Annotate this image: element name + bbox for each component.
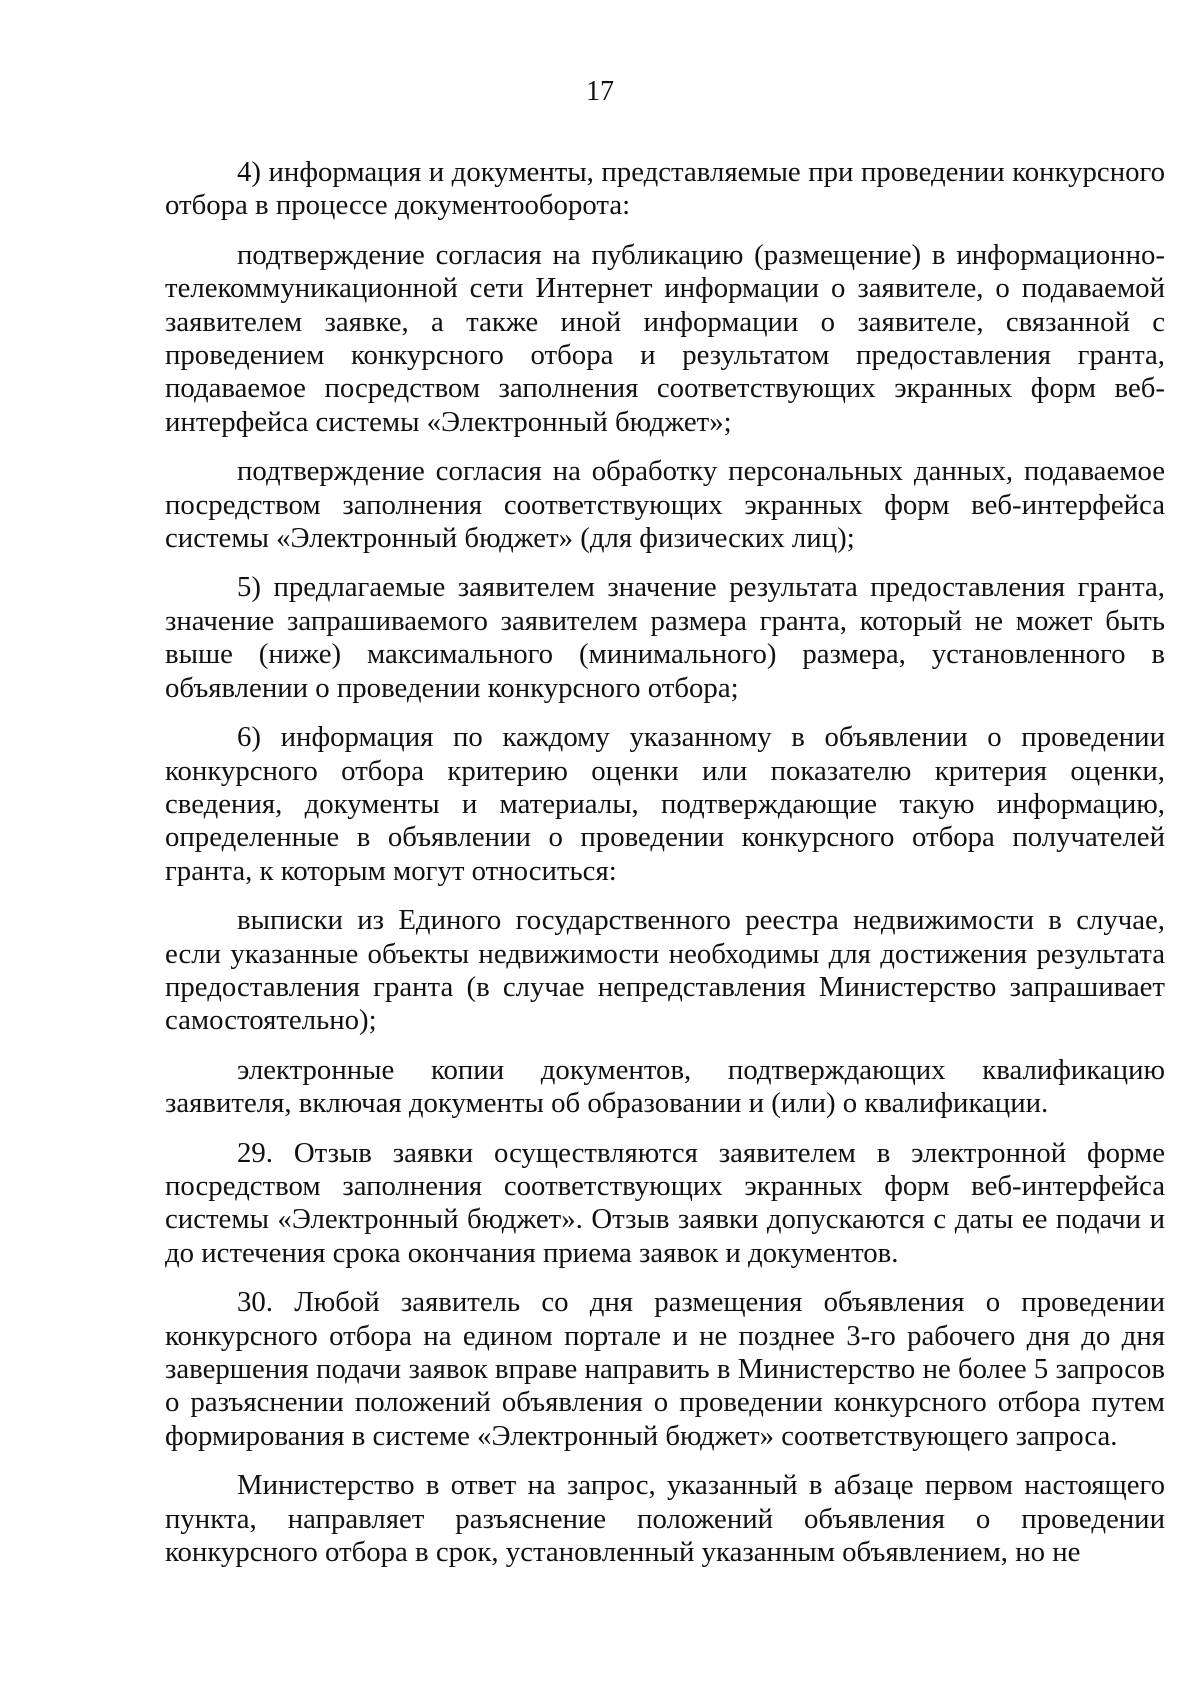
paragraph-section-30: 30. Любой заявитель со дня размещения объявления о проведении конкурсного отбора на едином портале и не позднее 3-го рабочего дня до дня завершения подачи заявок вправе направить в Министерство не более 5 запросов о разъяснении положений объявления о проведении конкурсного отбора путем формирования в системе «Электронный бюджет» соответствующего запроса. [165, 1286, 1165, 1452]
paragraph-ministry-response: Министерство в ответ на запрос, указанный в абзаце первом настоящего пункта, направляет разъяснение положений объявления о проведении конкурсного отбора в срок, установленный указанным объявлением, но не [165, 1469, 1165, 1569]
paragraph-electronic-copies: электронные копии документов, подтверждающих квалификацию заявителя, включая документы об образовании и (или) о квалификации. [165, 1053, 1165, 1120]
paragraph-section-29: 29. Отзыв заявки осуществляются заявителем в электронной форме посредством заполнения соответствующих экранных форм веб-интерфейса системы «Электронный бюджет». Отзыв заявки допускаются с даты ее подачи и до истечения срока окончания приема заявок и документов. [165, 1136, 1165, 1269]
paragraph-real-estate-extracts: выписки из Единого государственного реестра недвижимости в случае, если указанные объекты недвижимости необходимы для достижения результата предоставления гранта (в случае непредставления Министерство запрашивает самостоятельно); [165, 904, 1165, 1037]
paragraph-item-6: 6) информация по каждому указанному в объявлении о проведении конкурсного отбора критерию оценки или показателю критерия оценки, сведения, документы и материалы, подтверждающие такую информацию, определенные в объявлении о проведении конкурсного отбора получателей гранта, к которым могут относиться: [165, 721, 1165, 887]
page-number: 17 [586, 76, 614, 107]
paragraph-item-4: 4) информация и документы, представляемые при проведении конкурсного отбора в процессе документооборота: [165, 156, 1165, 222]
paragraph-publication-consent: подтверждение согласия на публикацию (размещение) в информационно-телекоммуникационной сети Интернет информации о заявителе, о подаваемой заявителем заявке, а также иной информации о заявителе, связанной с проведением конкурсного отбора и результатом предоставления гранта, подаваемое посредством заполнения соответствующих экранных форм веб-интерфейса системы «Электронный бюджет»; [165, 238, 1165, 438]
document-body [165, 156, 1165, 1569]
paragraph-personal-data-consent: подтверждение согласия на обработку персональных данных, подаваемое посредством заполнения соответствующих экранных форм веб-интерфейса системы «Электронный бюджет» (для физических лиц); [165, 455, 1165, 555]
paragraph-item-5: 5) предлагаемые заявителем значение результата предоставления гранта, значение запрашиваемого заявителем размера гранта, который не может быть выше (ниже) максимального (минимального) размера, установленного в объявлении о проведении конкурсного отбора; [165, 571, 1165, 704]
